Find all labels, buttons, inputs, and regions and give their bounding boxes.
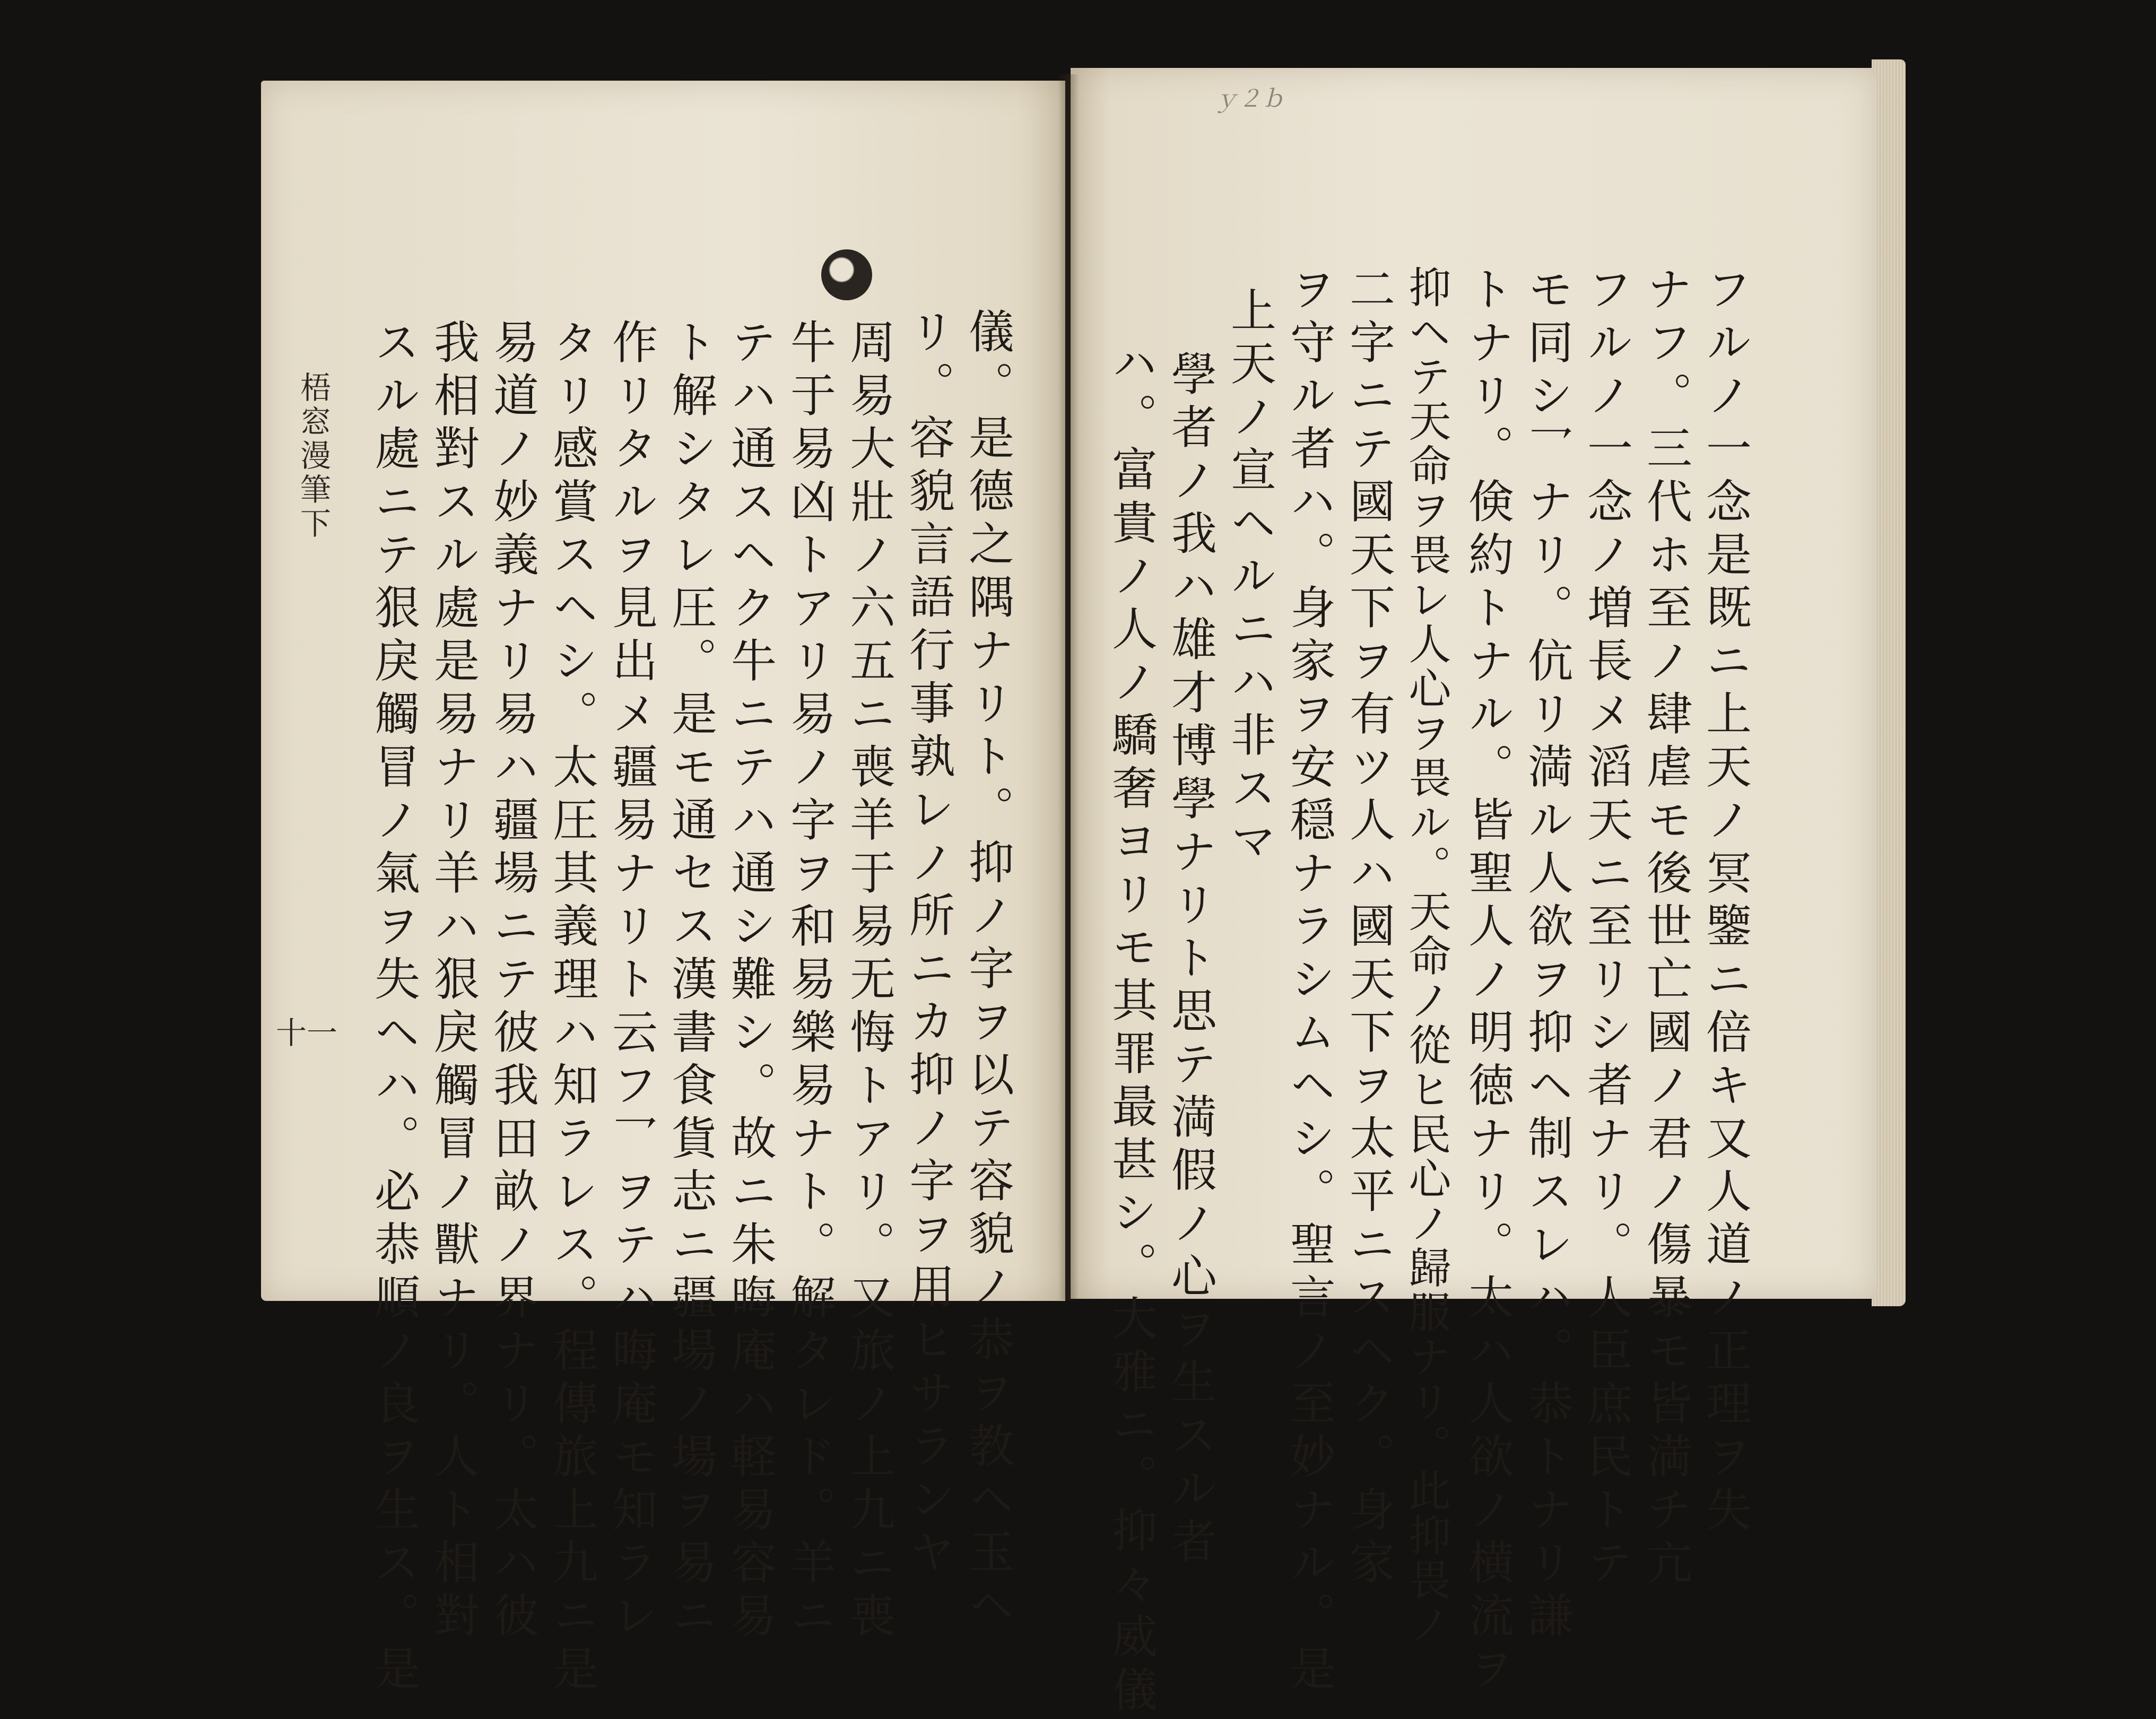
left-column-1: 儀。是德之隅ナリト。抑ノ字ヲ以テ容貌ノ恭ヲ教ヘ玉ヘ [961, 308, 1014, 1634]
left-column-10: 我相對スル處是易ナリ羊ハ狠戾觸冒ノ獸ナリ。人ト相對 [426, 318, 479, 1645]
right-column-7: 二字ニテ國天下ヲ有ツ人ハ國天下ヲ太平ニスヘク。身家 [1342, 265, 1395, 1592]
right-column-4: モ同シ乛ナリ。伉リ満ル人欲ヲ抑ヘ制スレハ。恭トナリ謙 [1520, 265, 1573, 1645]
right-column-8: ヲ守ル者ハ。身家ヲ安穏ナラシムヘシ。聖言ノ至妙ナル。是 [1282, 265, 1335, 1698]
running-head: 梧窓漫筆下 [295, 371, 331, 541]
left-column-9: 易道ノ妙義ナリ易ハ疆場ニテ彼我田畝ノ界ナリ。太ハ彼 [485, 318, 538, 1645]
right-column-3: フルノ一念ノ増長メ滔天ニ至リシ者ナリ。人臣庶民トテ [1579, 265, 1632, 1592]
right-column-5: トナリ。倹約トナル。皆聖人ノ明徳ナリ。太ハ人欲ノ横流ヲ [1460, 265, 1514, 1698]
right-column-10: 學者ノ我ハ雄才博學ナリト思テ満假ノ心ヲ生スル者 [1163, 350, 1216, 1570]
left-column-5: テハ通スヘク牛ニテハ通シ難シ。故ニ朱晦庵ハ軽易容易 [723, 318, 776, 1645]
right-column-6: 抑ヘテ天命ヲ畏レ人心ヲ畏ル。天命ノ從ヒ民心ノ歸服ナリ。此抑畏ノ [1402, 265, 1451, 1647]
left-column-4: 牛于易凶トアリ易ノ字ヲ和易樂易ナト。解タレド。羊ニ [783, 318, 836, 1645]
left-column-8: タリ感賞スヘシ。太圧其義理ハ知ラレス。程傳旅上九ニ是 [545, 318, 598, 1698]
section-marker-icon [821, 249, 872, 300]
right-column-2: ナフ。三代ホ至ノ肆虐モ後世亡國ノ君ノ傷暴モ皆満チ亢 [1639, 265, 1692, 1592]
right-column-11: ハ。富貴ノ人ノ驕奢ヨリモ其罪最甚シ。大雅ニ。抑々威儀 [1104, 340, 1157, 1719]
right-column-9: 上天ノ宣ヘルニハ非スマ [1223, 286, 1276, 870]
left-column-11: スル處ニテ狠戾觸冒ノ氣ヲ失ヘハ。必恭順ノ良ヲ生ス。是 [367, 318, 420, 1698]
pencil-annotation: ｙ２ｂ [1215, 85, 1285, 112]
page-number: 十一 [276, 1015, 338, 1051]
right-column-1: フルノ一念是既ニ上天ノ冥鑒ニ倍キ又人道ノ正理ヲ失 [1698, 265, 1751, 1539]
book-gutter [1058, 74, 1079, 1300]
left-column-7: 作リタルヲ見出メ疆易ナリト云フ乛ヲテハ晦庵モ知ラレ [604, 318, 657, 1645]
left-column-2: リ。容貌言語行事孰レノ所ニカ抑ノ字ヲ用ヒサランヤ [901, 308, 954, 1581]
left-column-6: ト解シタレ圧。是モ通セス漢書食貨志ニ疆場ノ場ヲ易ニ [664, 318, 717, 1645]
left-column-3: 周易大壯ノ六五ニ喪羊于易无悔トアリ。又旅ノ上九ニ喪 [842, 318, 895, 1645]
